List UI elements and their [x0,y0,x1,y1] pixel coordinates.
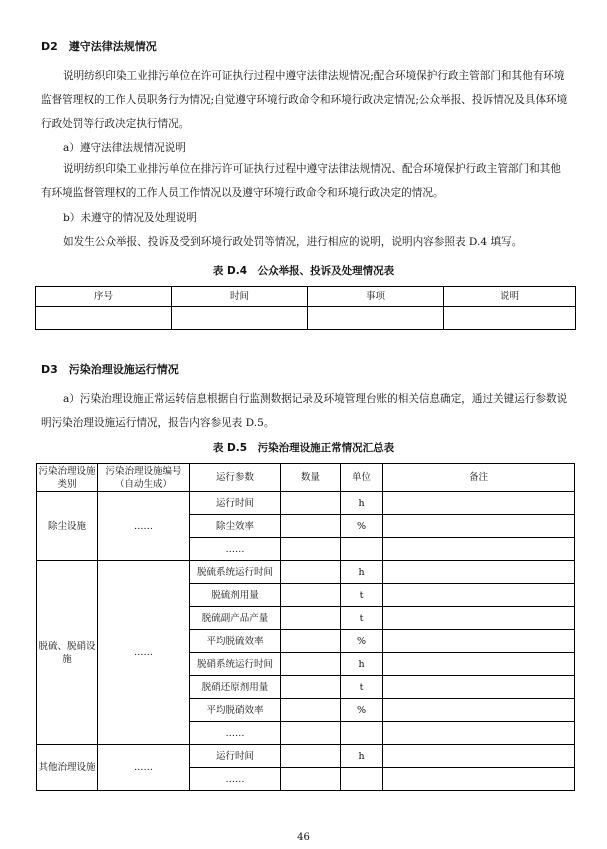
table-d5-row [37,492,575,515]
unit-cell: h [341,492,383,515]
table-d4-cell [444,307,576,330]
unit-cell: t [341,607,383,630]
table-d4-row [36,307,576,330]
facility-category-cell: 除尘设施 [37,492,98,561]
quantity-cell [281,584,341,607]
unit-cell: % [341,515,383,538]
section-d2-heading: D2 遵守法律法规情况 [41,40,157,53]
d2-item-b-label: b）未遵守的情况及处理说明 [63,212,197,224]
d3-item-a-paragraph: a）污染治理设施正常运转信息根据自行监测数据记录及环境管理台账的相关信息确定，通过关键运行参数说明污染治理设施运行情况，报告内容参见表 D.5。 [41,393,568,429]
unit-cell [341,768,383,791]
param-cell: …… [190,722,281,745]
d2-item-a-label: a）遵守法律法规情况说明 [63,142,186,154]
unit-cell [341,538,383,561]
d2-item-a-paragraph: 说明纺织印染工业排污单位在排污许可证执行过程中遵守法律法规情况、配合环境保护行政主管部门和其他有环境监督管理权的工作人员工作情况以及遵守环境行政命令和环境行政决定的情况。 [41,163,561,199]
remark-cell [383,492,575,515]
table-d4-cell [36,307,172,330]
param-cell: 平均脱硫效率 [190,630,281,653]
unit-cell [341,722,383,745]
remark-cell [383,676,575,699]
facility-code-cell: …… [98,561,190,745]
facility-category-cell: 脱硫、脱硝设施 [37,561,98,745]
remark-cell [383,768,575,791]
unit-cell: h [341,561,383,584]
param-cell: 平均脱硝效率 [190,699,281,722]
remark-cell [383,561,575,584]
param-cell: 除尘效率 [190,515,281,538]
table-d4-header-row [36,287,576,307]
remark-cell [383,653,575,676]
remark-cell [383,584,575,607]
quantity-cell [281,676,341,699]
table-d4-header-cell: 事项 [308,287,444,307]
unit-cell: t [341,584,383,607]
quantity-cell [281,515,341,538]
param-cell: 脱硫系统运行时间 [190,561,281,584]
table-d4-header-cell: 时间 [172,287,308,307]
section-d3-heading: D3 污染治理设施运行情况 [41,363,179,376]
quantity-cell [281,722,341,745]
table-d5 [36,463,575,791]
table-d5-row [37,745,575,768]
d2-intro-paragraph: 说明纺织印染工业排污单位在许可证执行过程中遵守法律法规情况;配合环境保护行政主管部门和其他有环境监督管理权的工作人员职务行为情况;自觉遵守环境行政命令和环境行政决定情况;公众举报、投诉情况及具体环境行政处罚等行政决定执行情况。 [41,70,568,130]
param-cell: 脱硫剂用量 [190,584,281,607]
quantity-cell [281,492,341,515]
param-cell: 脱硫副产品产量 [190,607,281,630]
facility-category-cell: 其他治理设施 [37,745,98,791]
unit-cell: h [341,653,383,676]
quantity-cell [281,561,341,584]
table-d5-header-cell: 污染治理设施编号（自动生成） [98,464,190,492]
unit-cell: % [341,630,383,653]
d2-item-b-paragraph: 如发生公众举报、投诉及受到环境行政处罚等情况，进行相应的说明，说明内容参照表 D.4 填写。 [63,236,523,248]
quantity-cell [281,630,341,653]
param-cell: 脱硝还原剂用量 [190,676,281,699]
param-cell: …… [190,538,281,561]
param-cell: …… [190,768,281,791]
facility-code-cell: …… [98,745,190,791]
table-d4-cell [172,307,308,330]
table-d4 [35,286,576,330]
quantity-cell [281,538,341,561]
table-d4-header-cell: 序号 [36,287,172,307]
table-d4-header-cell: 说明 [444,287,576,307]
table-d5-header-cell: 备注 [383,464,575,492]
remark-cell [383,607,575,630]
quantity-cell [281,653,341,676]
table-d5-header-cell: 数量 [281,464,341,492]
quantity-cell [281,699,341,722]
unit-cell: h [341,745,383,768]
quantity-cell [281,745,341,768]
table-d5-header-cell: 污染治理设施类别 [38,465,96,490]
page-number: 46 [297,832,310,843]
table-d5-header-row [37,464,575,492]
remark-cell [383,515,575,538]
param-cell: 脱硝系统运行时间 [190,653,281,676]
param-cell: 运行时间 [190,492,281,515]
table-d4-caption: 表 D.4 公众举报、投诉及处理情况表 [212,265,395,277]
remark-cell [383,630,575,653]
table-d5-row [37,561,575,584]
unit-cell: t [341,676,383,699]
param-cell: 运行时间 [190,745,281,768]
unit-cell: % [341,699,383,722]
remark-cell [383,745,575,768]
table-d5-header-cell: 运行参数 [190,464,281,492]
facility-code-cell: …… [98,492,190,561]
quantity-cell [281,607,341,630]
remark-cell [383,722,575,745]
remark-cell [383,699,575,722]
table-d5-caption: 表 D.5 污染治理设施正常情况汇总表 [212,442,395,454]
quantity-cell [281,768,341,791]
remark-cell [383,538,575,561]
table-d4-cell [308,307,444,330]
table-d5-header-cell: 单位 [341,464,383,492]
